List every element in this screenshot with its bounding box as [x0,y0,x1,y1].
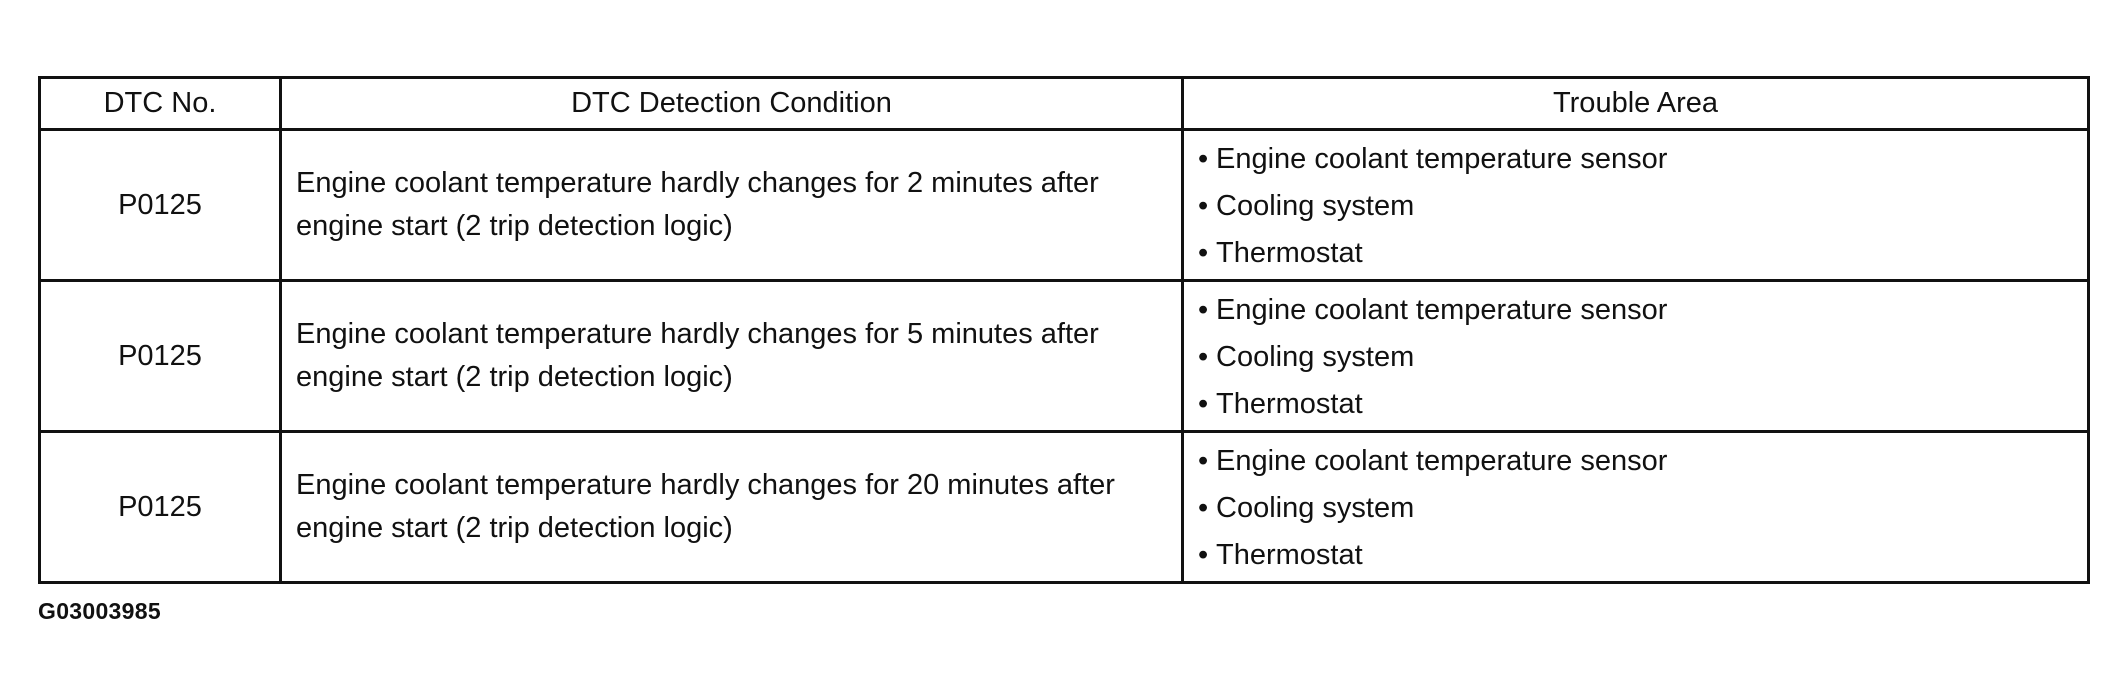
trouble-area-text: Engine coolant temperature sensor [1216,143,1668,175]
trouble-area-text: Cooling system [1216,190,1415,222]
header-dtc-no: DTC No. [40,78,281,130]
table-header-row [40,78,2089,130]
trouble-area-text: Thermostat [1216,237,1363,269]
table-row [40,130,2089,281]
header-detection-condition: DTC Detection Condition [281,78,1183,130]
trouble-area-cell [1183,432,2089,583]
trouble-area-text: Thermostat [1216,388,1363,420]
bullet-icon: • [1198,539,1209,571]
trouble-area-cell [1183,130,2089,281]
table-row [40,281,2089,432]
trouble-area-text: Cooling system [1216,492,1415,524]
trouble-area-text: Cooling system [1216,341,1415,373]
trouble-area-item [1198,532,2087,579]
detection-condition-cell: Engine coolant temperature hardly changes for 2 minutes after engine start (2 trip detection logic) [281,130,1183,281]
bullet-icon: • [1198,492,1209,524]
detection-condition-cell: Engine coolant temperature hardly changes for 20 minutes after engine start (2 trip detection logic) [281,432,1183,583]
trouble-area-item [1198,438,2087,485]
bullet-icon: • [1198,445,1209,477]
dtc-number-cell: P0125 [40,130,281,281]
trouble-area-item [1198,136,2087,183]
trouble-area-item [1198,334,2087,381]
trouble-area-cell [1183,281,2089,432]
bullet-icon: • [1198,388,1209,420]
trouble-area-item [1198,183,2087,230]
bullet-icon: • [1198,341,1209,373]
trouble-area-text: Engine coolant temperature sensor [1216,445,1668,477]
trouble-area-item [1198,230,2087,277]
header-trouble-area: Trouble Area [1183,78,2089,130]
table-row [40,432,2089,583]
detection-condition-cell: Engine coolant temperature hardly changes for 5 minutes after engine start (2 trip detection logic) [281,281,1183,432]
bullet-icon: • [1198,190,1209,222]
dtc-table [38,76,2090,584]
trouble-area-item [1198,485,2087,532]
trouble-area-item [1198,381,2087,428]
dtc-number-cell: P0125 [40,432,281,583]
bullet-icon: • [1198,237,1209,269]
bullet-icon: • [1198,143,1209,175]
dtc-number-cell: P0125 [40,281,281,432]
trouble-area-text: Engine coolant temperature sensor [1216,294,1668,326]
bullet-icon: • [1198,294,1209,326]
trouble-area-text: Thermostat [1216,539,1363,571]
figure-id: G03003985 [38,598,161,624]
trouble-area-item [1198,287,2087,334]
